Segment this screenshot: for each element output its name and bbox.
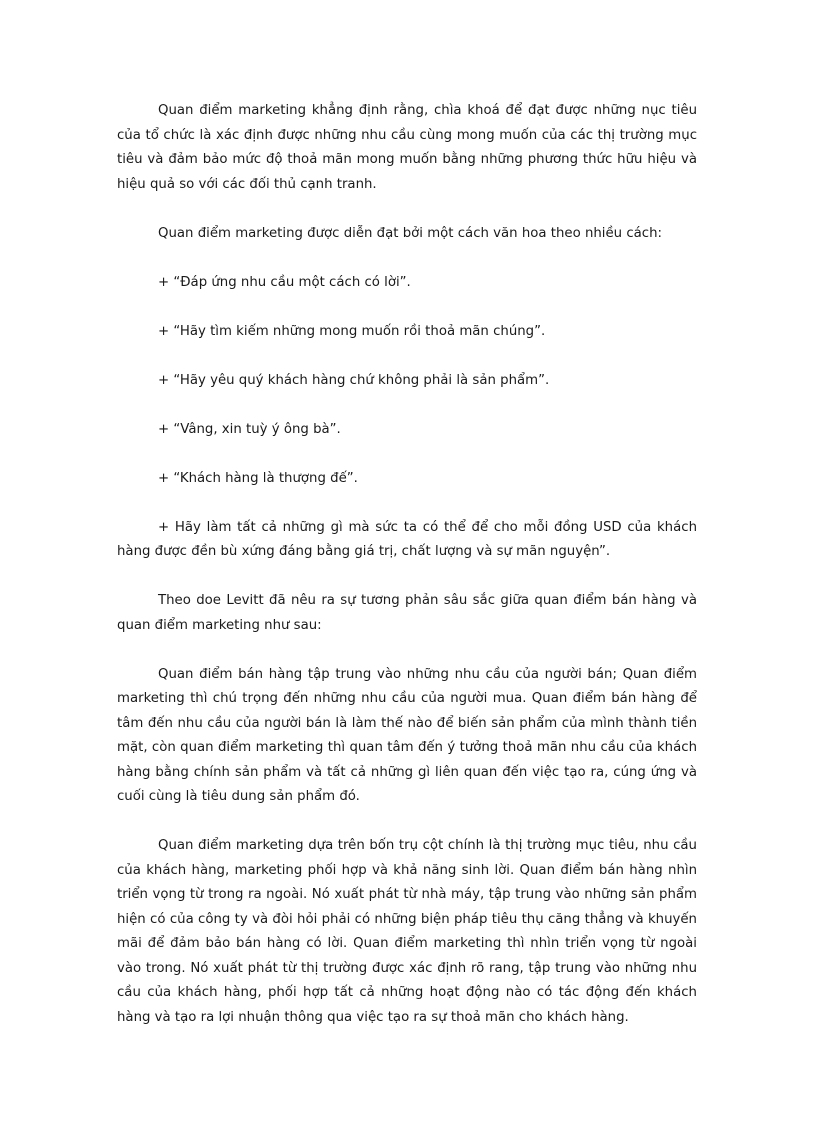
list-item-quote-3: + “Hãy yêu quý khách hàng chứ không phải là sản phẩm”. — [158, 372, 550, 388]
paragraph-four-pillars: Quan điểm marketing dựa trên bốn trụ cột chính là thị trường mục tiêu, nhu cầu của khách hàng, marketing phối hợp và khả năng sinh lời. Quan điểm bán hàng nhìn triển vọng từ trong ra ngoài. Nó xuất phát từ nhà máy, tập trung vào những sản phẩm hiện có của công ty và đòi hỏi phải có những biện pháp tiêu thụ căng thẳng và khuyến mãi để đảm bảo bán hàng có lời. Quan điểm marketing thì nhìn triển vọng từ ngoài vào trong. Nó xuất phát từ thị trường được xác định rõ rang, tập trung vào những nhu cầu của khách hàng, phối hợp tất cả những hoạt động nào có tác động đến khách hàng và tạo ra lợi nhuận thông qua việc tạo ra sự thoả mãn cho khách hàng. — [117, 838, 697, 1025]
list-item-quote-4: + “Vâng, xin tuỳ ý ông bà”. — [158, 421, 341, 437]
paragraph-marketing-concept-definition: Quan điểm marketing khẳng định rằng, chìa khoá để đạt được những nục tiêu của tổ chức là xác định được những nhu cầu cùng mong muốn của các thị trường mục tiêu và đảm bảo mức độ thoả mãn mong muốn bằng những phương thức hữu hiệu và hiệu quả so với các đối thủ cạnh tranh. — [117, 103, 697, 192]
document-body — [117, 99, 697, 1030]
list-item-quote-2: + “Hãy tìm kiếm những mong muốn rồi thoả mãn chúng”. — [158, 323, 546, 339]
paragraph-selling-vs-marketing: Quan điểm bán hàng tập trung vào những nhu cầu của người bán; Quan điểm marketing thì chú trọng đến những nhu cầu của người mua. Quan điểm bán hàng để tâm đến nhu cầu của người bán là làm thế nào để biến sản phẩm của mình thành tiền mặt, còn quan điểm marketing thì quan tâm đến ý tưởng thoả mãn nhu cầu của khách hàng bằng chính sản phẩm và tất cả những gì liên quan đến việc tạo ra, cúng ứng và cuối cùng là tiêu dung sản phẩm đó. — [117, 666, 697, 804]
paragraph-marketing-expressions-intro: Quan điểm marketing được diễn đạt bởi một cách văn hoa theo nhiều cách: — [158, 225, 663, 241]
list-item-quote-1: + “Đáp ứng nhu cầu một cách có lời”. — [158, 274, 411, 290]
paragraph-levitt-contrast: Theo doe Levitt đã nêu ra sự tương phản sâu sắc giữa quan điểm bán hàng và quan điểm marketing như sau: — [117, 593, 697, 633]
list-item-quote-6: + Hãy làm tất cả những gì mà sức ta có thể để cho mỗi đồng USD của khách hàng được đền bù xứng đáng bằng giá trị, chất lượng và sự mãn nguyện”. — [117, 519, 697, 559]
list-item-quote-5: + “Khách hàng là thượng đế”. — [158, 470, 358, 486]
